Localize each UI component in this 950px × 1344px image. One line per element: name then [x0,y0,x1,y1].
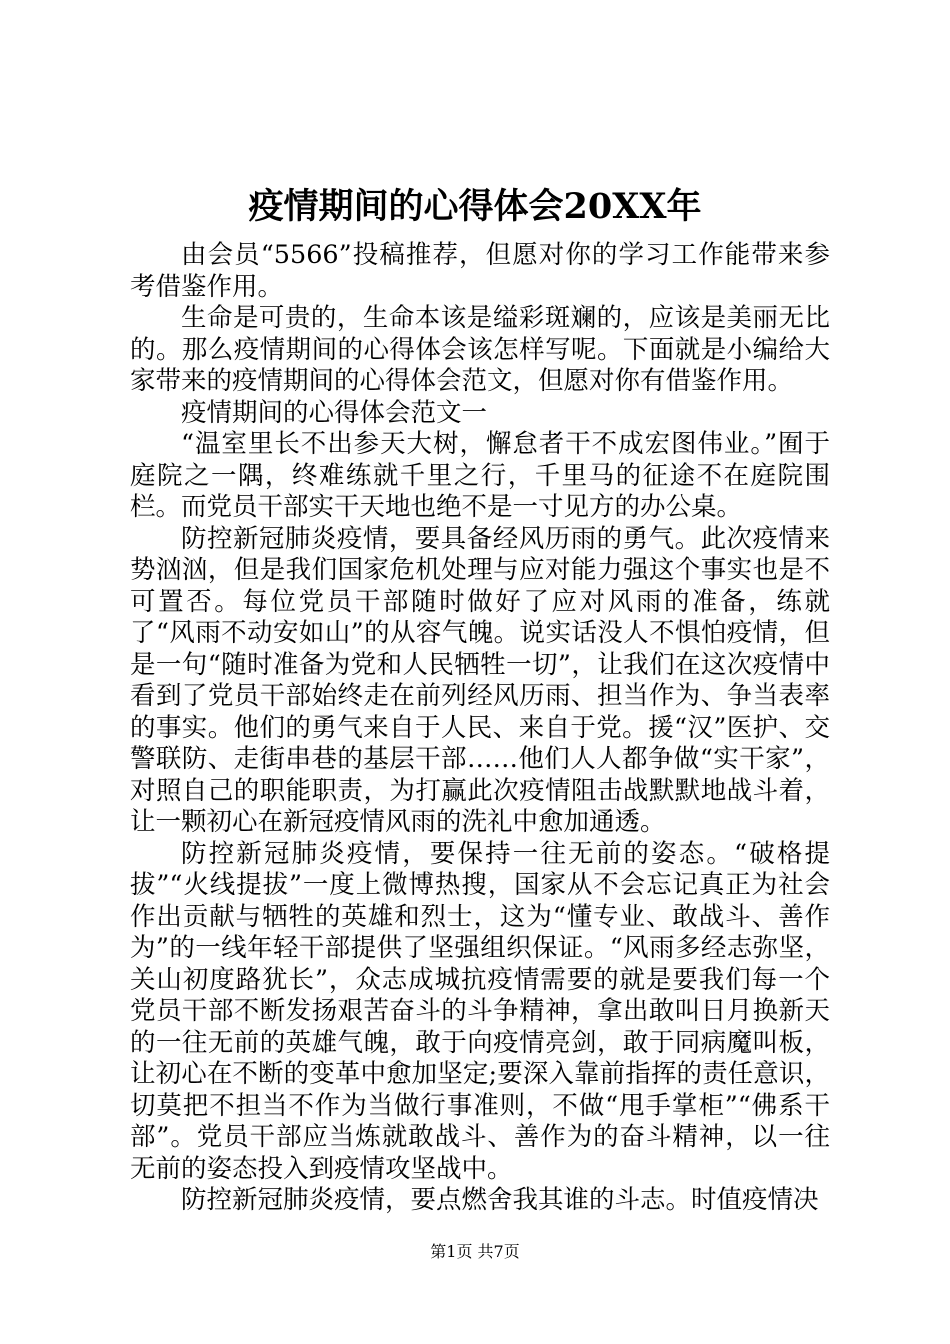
document-body [130,240,830,1217]
paragraph-posture: 防控新冠肺炎疫情，要保持一往无前的姿态。“破格提拔”“火线提拔”一度上微博热搜，国家从不会忘记真正为社会作出贡献与牺牲的英雄和烈士，这为“懂专业、敢战斗、善作为”的一线年轻干部提供了坚强组织保证。“风雨多经志弥坚，关山初度路犹长”，众志成城抗疫情需要的就是要我们每一个党员干部不断发扬艰苦奋斗的斗争精神，拿出敢叫日月换新天的一往无前的英雄气魄，敢于向疫情亮剑，敢于同病魔叫板，让初心在不断的变革中愈加坚定;要深入靠前指挥的责任意识，切莫把不担当不作为当做行事准则，不做“甩手掌柜”“佛系干部”。党员干部应当炼就敢战斗、善作为的奋斗精神，以一往无前的姿态投入到疫情攻坚战中。 [130,838,830,1184]
document-title: 疫情期间的心得体会20XX年 [248,186,702,227]
section-heading: 疫情期间的心得体会范文一 [181,397,488,428]
paragraph-intro: 由会员“5566”投稿推荐，但愿对你的学习工作能带来参考借鉴作用。 [130,240,830,302]
paragraph-preface: 生命是可贵的，生命本该是缢彩斑斓的，应该是美丽无比的。那么疫情期间的心得体会该怎样写呢。下面就是小编给大家带来的疫情期间的心得体会范文，但愿对你有借鉴作用。 [130,303,830,396]
paragraph-quote: “温室里长不出参天大树，懈怠者干不成宏图伟业。”囿于庭院之一隅，终难练就千里之行，千里马的征途不在庭院围栏。而党员干部实干天地也绝不是一寸见方的办公桌。 [130,429,830,522]
page-number-footer: 第1页 共7页 [430,1242,520,1261]
paragraph-courage: 防控新冠肺炎疫情，要具备经风历雨的勇气。此次疫情来势汹汹，但是我们国家危机处理与应对能力强这个事实也是不可置否。每位党员干部随时做好了应对风雨的准备，练就了“风雨不动安如山”的从容气魄。说实话没人不惧怕疫情，但是一句“随时准备为党和人民牺牲一切”，让我们在这次疫情中看到了党员干部始终走在前列经风历雨、担当作为、争当表率的事实。他们的勇气来自于人民、来自于党。援“汉”医护、交警联防、走街串巷的基层干部……他们人人都争做“实干家”，对照自己的职能职责，为打赢此次疫情阻击战默默地战斗着，让一颗初心在新冠疫情风雨的洗礼中愈加通透。 [130,523,830,837]
paragraph-spirit: 防控新冠肺炎疫情，要点燃舍我其谁的斗志。时值疫情决 [181,1185,819,1215]
